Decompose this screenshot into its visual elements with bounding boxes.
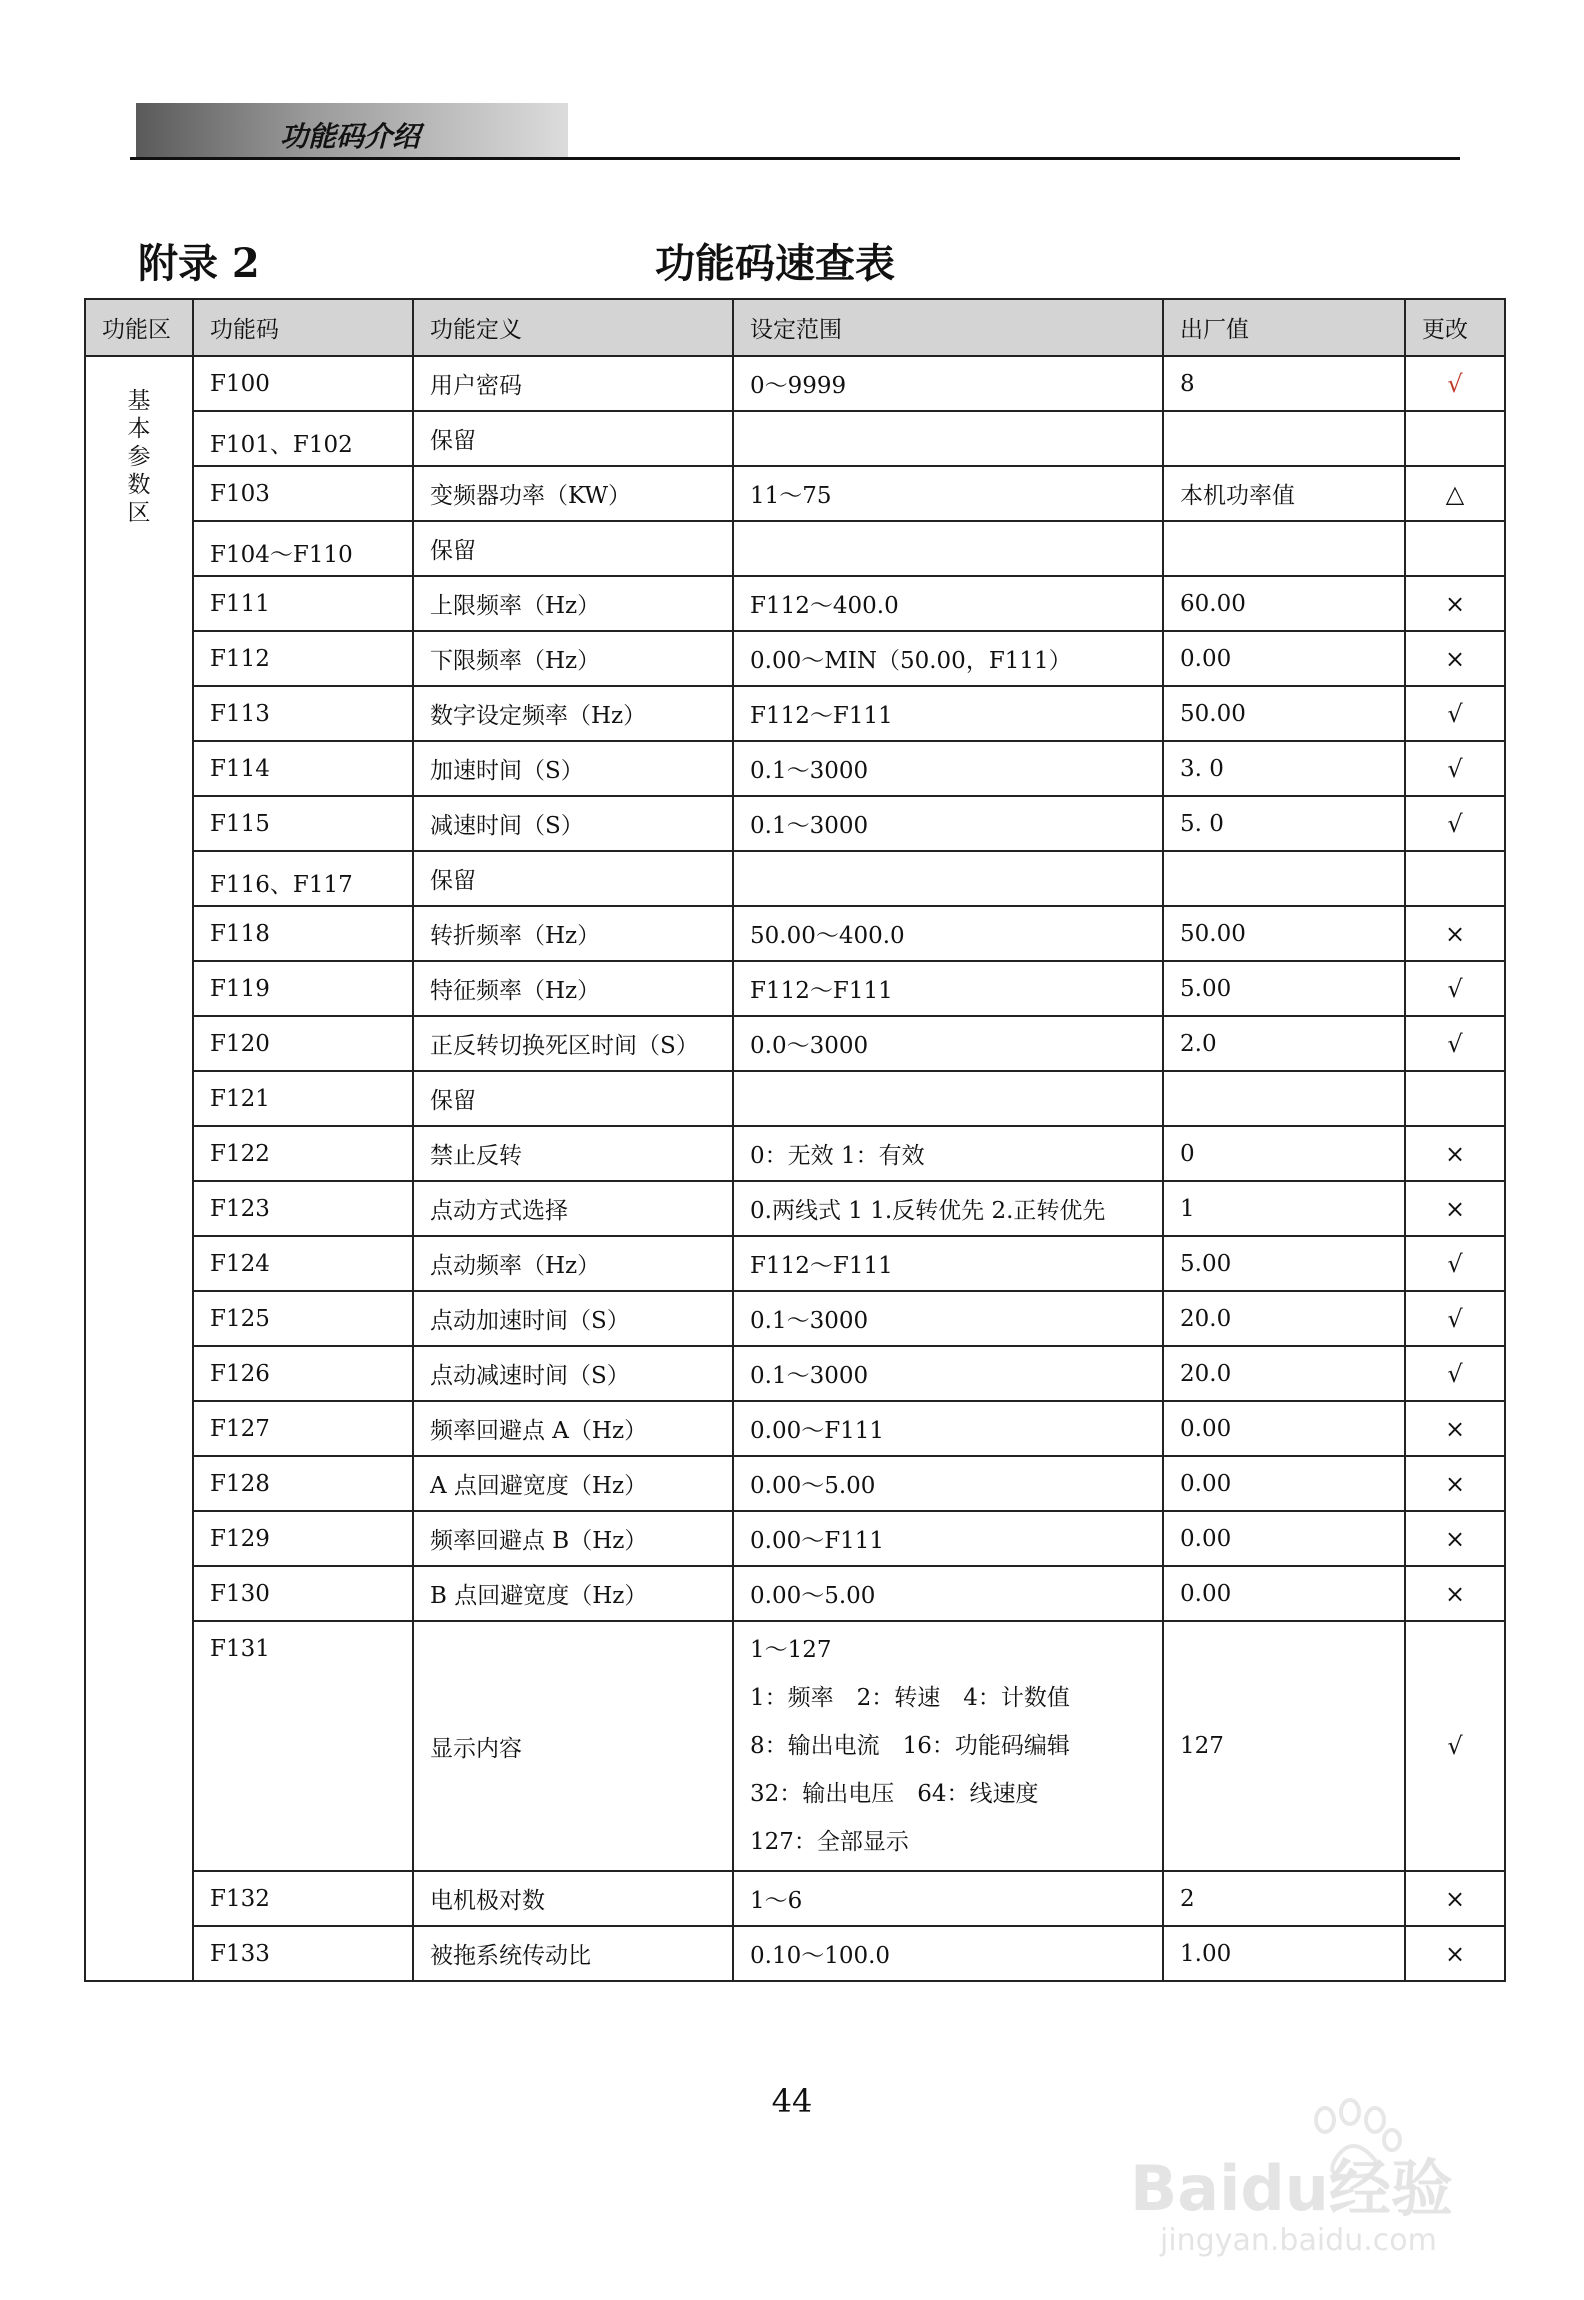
cell-code: F122 [193,1126,413,1181]
cell-default: 0.00 [1163,1511,1405,1566]
cell-default: 1.00 [1163,1926,1405,1981]
table-row [85,576,1505,631]
cell-range: 0.1～3000 [733,1346,1163,1401]
cell-range: F112～F111 [733,961,1163,1016]
cell-range [733,851,1163,906]
table-header-row [85,299,1505,356]
cell-change: √ [1405,1236,1505,1291]
col-header-area: 功能区 [85,299,193,356]
section-title: 功能码介绍 [280,120,421,153]
appendix-label: 附录 2 [138,240,260,287]
cell-code: F130 [193,1566,413,1621]
cell-definition: 保留 [413,851,733,906]
cell-change: × [1405,1871,1505,1926]
cell-range: F112～F111 [733,1236,1163,1291]
table-row [85,1126,1505,1181]
cell-default: 0 [1163,1126,1405,1181]
table-row [85,1071,1505,1126]
cell-default: 20.0 [1163,1291,1405,1346]
table-row [85,1016,1505,1071]
cell-definition: 减速时间（S） [413,796,733,851]
cell-definition: 转折频率（Hz） [413,906,733,961]
cell-change: × [1405,1511,1505,1566]
cell-default: 0.00 [1163,1401,1405,1456]
page-number: 44 [771,2082,813,2120]
cell-code: F120 [193,1016,413,1071]
cell-default: 5.00 [1163,1236,1405,1291]
cell-code: F118 [193,906,413,961]
cell-definition: 保留 [413,1071,733,1126]
cell-change: √ [1405,796,1505,851]
cell-default: 50.00 [1163,906,1405,961]
cell-definition: 点动频率（Hz） [413,1236,733,1291]
cell-change: √ [1405,1291,1505,1346]
cell-code: F101、F102 [193,411,413,466]
cell-default [1163,411,1405,466]
table-row [85,1181,1505,1236]
range-line: 1～127 [750,1637,832,1663]
cell-code: F131 [193,1621,413,1871]
cell-default: 50.00 [1163,686,1405,741]
cell-definition: 点动减速时间（S） [413,1346,733,1401]
cell-range: 0.00～5.00 [733,1566,1163,1621]
cell-definition: 保留 [413,411,733,466]
table-row [85,1236,1505,1291]
cell-default: 本机功率值 [1163,466,1405,521]
cell-change: × [1405,1126,1505,1181]
cell-range: 0.00～F111 [733,1401,1163,1456]
cell-definition: 数字设定频率（Hz） [413,686,733,741]
cell-range: 50.00～400.0 [733,906,1163,961]
table-row [85,1401,1505,1456]
col-header-change: 更改 [1405,299,1505,356]
cell-definition: A 点回避宽度（Hz） [413,1456,733,1511]
cell-change: √ [1405,686,1505,741]
cell-definition: 特征频率（Hz） [413,961,733,1016]
table-row [85,411,1505,466]
cell-code: F125 [193,1291,413,1346]
cell-change: √ [1405,1016,1505,1071]
col-header-code: 功能码 [193,299,413,356]
col-header-default: 出厂值 [1163,299,1405,356]
table-row [85,686,1505,741]
cell-change: × [1405,906,1505,961]
watermark-url: jingyan.baidu.com [1160,2223,1437,2258]
cell-definition: 下限频率（Hz） [413,631,733,686]
cell-change: × [1405,1401,1505,1456]
cell-range: F112～F111 [733,686,1163,741]
cell-range: 11～75 [733,466,1163,521]
cell-default: 3. 0 [1163,741,1405,796]
cell-default: 5.00 [1163,961,1405,1016]
cell-default [1163,851,1405,906]
cell-code: F129 [193,1511,413,1566]
cell-definition: 禁止反转 [413,1126,733,1181]
table-row [85,1566,1505,1621]
cell-definition: 用户密码 [413,356,733,411]
cell-default: 60.00 [1163,576,1405,631]
cell-default: 0.00 [1163,1456,1405,1511]
cell-range: 1～6 [733,1871,1163,1926]
cell-default: 1 [1163,1181,1405,1236]
cell-definition: 频率回避点 A（Hz） [413,1401,733,1456]
cell-range: 0.00～MIN（50.00，F111） [733,631,1163,686]
cell-default [1163,521,1405,576]
table-row [85,466,1505,521]
cell-change: √ [1405,741,1505,796]
cell-default: 20.0 [1163,1346,1405,1401]
cell-definition: 电机极对数 [413,1871,733,1926]
table-row [85,796,1505,851]
cell-code: F133 [193,1926,413,1981]
cell-change: △ [1405,466,1505,521]
cell-code: F112 [193,631,413,686]
cell-code: F126 [193,1346,413,1401]
cell-default: 2.0 [1163,1016,1405,1071]
table-row [85,851,1505,906]
table-row [85,1871,1505,1926]
cell-range [733,521,1163,576]
table-row [85,1346,1505,1401]
table-row [85,1291,1505,1346]
cell-default: 127 [1163,1621,1405,1871]
cell-range [733,411,1163,466]
range-line: 32：输出电压 64：线速度 [750,1781,1039,1807]
cell-definition: 点动加速时间（S） [413,1291,733,1346]
cell-change: × [1405,1456,1505,1511]
function-area-cell [85,356,193,1981]
table-row [85,961,1505,1016]
cell-definition: 频率回避点 B（Hz） [413,1511,733,1566]
table-row [85,521,1505,576]
cell-range: 0.00～5.00 [733,1456,1163,1511]
cell-range: 0.1～3000 [733,741,1163,796]
col-header-definition: 功能定义 [413,299,733,356]
cell-range: 0.10～100.0 [733,1926,1163,1981]
cell-range: 0～9999 [733,356,1163,411]
cell-default: 8 [1163,356,1405,411]
cell-code: F116、F117 [193,851,413,906]
range-line: 1：频率 2：转速 4：计数值 [750,1685,1070,1711]
cell-code: F121 [193,1071,413,1126]
cell-change [1405,1071,1505,1126]
cell-definition: 正反转切换死区时间（S） [413,1016,733,1071]
cell-code: F127 [193,1401,413,1456]
cell-definition: 点动方式选择 [413,1181,733,1236]
cell-code: F114 [193,741,413,796]
cell-change: √ [1405,356,1505,411]
cell-code: F124 [193,1236,413,1291]
watermark-brand: Baidu经验 [1130,2152,1453,2225]
cell-change [1405,411,1505,466]
cell-code: F103 [193,466,413,521]
cell-definition: 加速时间（S） [413,741,733,796]
cell-definition: 显示内容 [413,1621,733,1871]
cell-change: × [1405,631,1505,686]
table-row [85,906,1505,961]
cell-range [733,1071,1163,1126]
cell-definition: 上限频率（Hz） [413,576,733,631]
cell-change: × [1405,1181,1505,1236]
range-line: 8：输出电流 16：功能码编辑 [750,1733,1070,1759]
range-line: 127：全部显示 [750,1829,909,1855]
cell-change: √ [1405,961,1505,1016]
function-code-table [84,298,1506,1982]
cell-default [1163,1071,1405,1126]
table-row [85,631,1505,686]
cell-range [733,1621,1163,1871]
col-header-range: 设定范围 [733,299,1163,356]
cell-definition: 保留 [413,521,733,576]
cell-code: F113 [193,686,413,741]
cell-range: 0.两线式 1 1.反转优先 2.正转优先 [733,1181,1163,1236]
cell-default: 0.00 [1163,1566,1405,1621]
cell-definition: 被拖系统传动比 [413,1926,733,1981]
cell-range: 0.1～3000 [733,796,1163,851]
cell-range: 0.0～3000 [733,1016,1163,1071]
header-divider [130,157,1460,160]
cell-code: F132 [193,1871,413,1926]
cell-range: 0：无效 1：有效 [733,1126,1163,1181]
table-row [85,1511,1505,1566]
table-row [85,356,1505,411]
cell-change: √ [1405,1346,1505,1401]
cell-range: 0.1～3000 [733,1291,1163,1346]
cell-code: F128 [193,1456,413,1511]
cell-definition: 变频器功率（KW） [413,466,733,521]
table-row [85,1456,1505,1511]
page-title: 功能码速查表 [655,241,895,287]
baidu-jingyan-watermark [1120,2090,1500,2260]
cell-default: 5. 0 [1163,796,1405,851]
cell-change: × [1405,1566,1505,1621]
table-row [85,1926,1505,1981]
cell-range: 0.00～F111 [733,1511,1163,1566]
cell-change: × [1405,1926,1505,1981]
cell-default: 0.00 [1163,631,1405,686]
cell-change [1405,851,1505,906]
cell-code: F100 [193,356,413,411]
function-area-label: 基本参数区 [127,388,151,526]
cell-code: F119 [193,961,413,1016]
cell-change: × [1405,576,1505,631]
cell-code: F104～F110 [193,521,413,576]
table-row [85,1621,1505,1871]
table-row [85,741,1505,796]
cell-code: F111 [193,576,413,631]
cell-code: F115 [193,796,413,851]
cell-change: √ [1405,1621,1505,1871]
cell-code: F123 [193,1181,413,1236]
cell-range: F112～400.0 [733,576,1163,631]
cell-default: 2 [1163,1871,1405,1926]
cell-definition: B 点回避宽度（Hz） [413,1566,733,1621]
cell-change [1405,521,1505,576]
